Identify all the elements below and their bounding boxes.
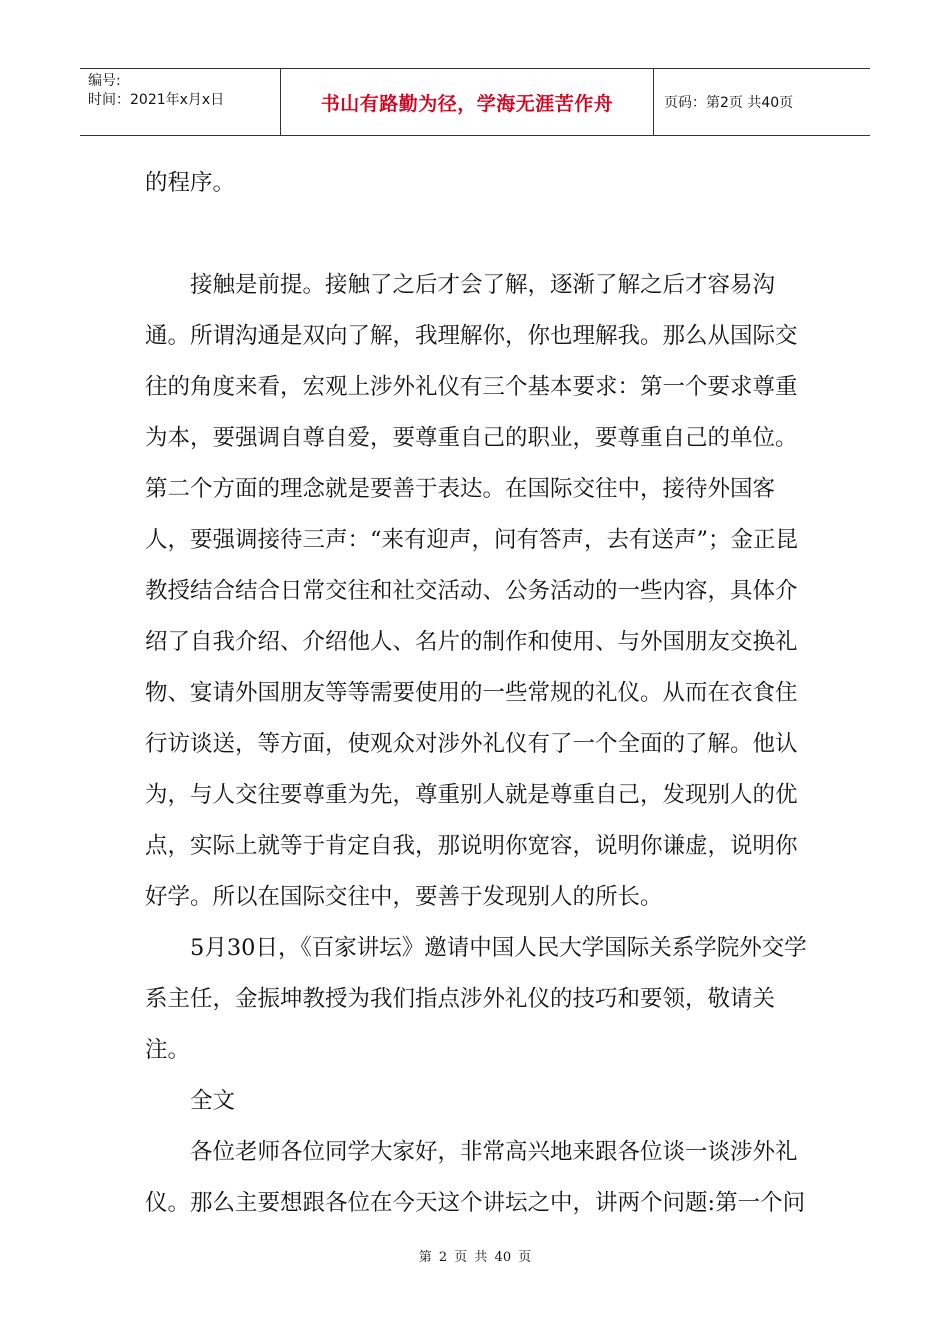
paragraph-gap xyxy=(145,209,810,260)
page-footer: 第 2 页 共 40 页 xyxy=(418,1250,532,1265)
page-header xyxy=(80,68,870,136)
paragraph: 5月30日，《百家讲坛》邀请中国人民大学国际关系学院外交学系主任，金振坤教授为我们指点涉外礼仪的技巧和要领，敬请关注。 xyxy=(145,935,807,1063)
document-body xyxy=(145,158,810,1229)
document-time-label: 时间：2021年x月x日 xyxy=(88,92,225,108)
header-page-info: 页码：第2页 共40页 xyxy=(664,95,794,111)
header-meta-cell xyxy=(80,69,281,135)
paragraph-continuation: 的程序。 xyxy=(145,170,236,196)
header-motto: 书山有路勤为径，学海无涯苦作舟 xyxy=(281,69,654,135)
paragraph: 各位老师各位同学大家好，非常高兴地来跟各位谈一谈涉外礼仪。那么主要想跟各位在今天这个讲坛之中，讲两个问题:第一个问 xyxy=(145,1139,806,1216)
paragraph: 接触是前提。接触了之后才会了解，逐渐了解之后才容易沟通。所谓沟通是双向了解，我理解你，你也理解我。那么从国际交往的角度来看，宏观上涉外礼仪有三个基本要求：第一个要求尊重为本，要强调自尊自爱，要尊重自己的职业，要尊重自己的单位。第二个方面的理念就是要善于表达。在国际交往中，接待外国客人，要强调接待三声：“来有迎声，问有答声，去有送声”；金正昆教授结合结合日常交往和社交活动、公务活动的一些内容，具体介绍了自我介绍、介绍他人、名片的制作和使用、与外国朋友交换礼物、宴请外国朋友等等需要使用的一些常规的礼仪。从而在衣食住行访谈送，等方面，使观众对涉外礼仪有了一个全面的了解。他认为，与人交往要尊重为先，尊重别人就是尊重自己，发现别人的优点，实际上就等于肯定自我，那说明你宽容，说明你谦虚，说明你好学。所以在国际交往中，要善于发现别人的所长。 xyxy=(145,272,799,910)
document-number-label: 编号: xyxy=(88,73,121,89)
section-heading: 全文 xyxy=(190,1088,236,1114)
